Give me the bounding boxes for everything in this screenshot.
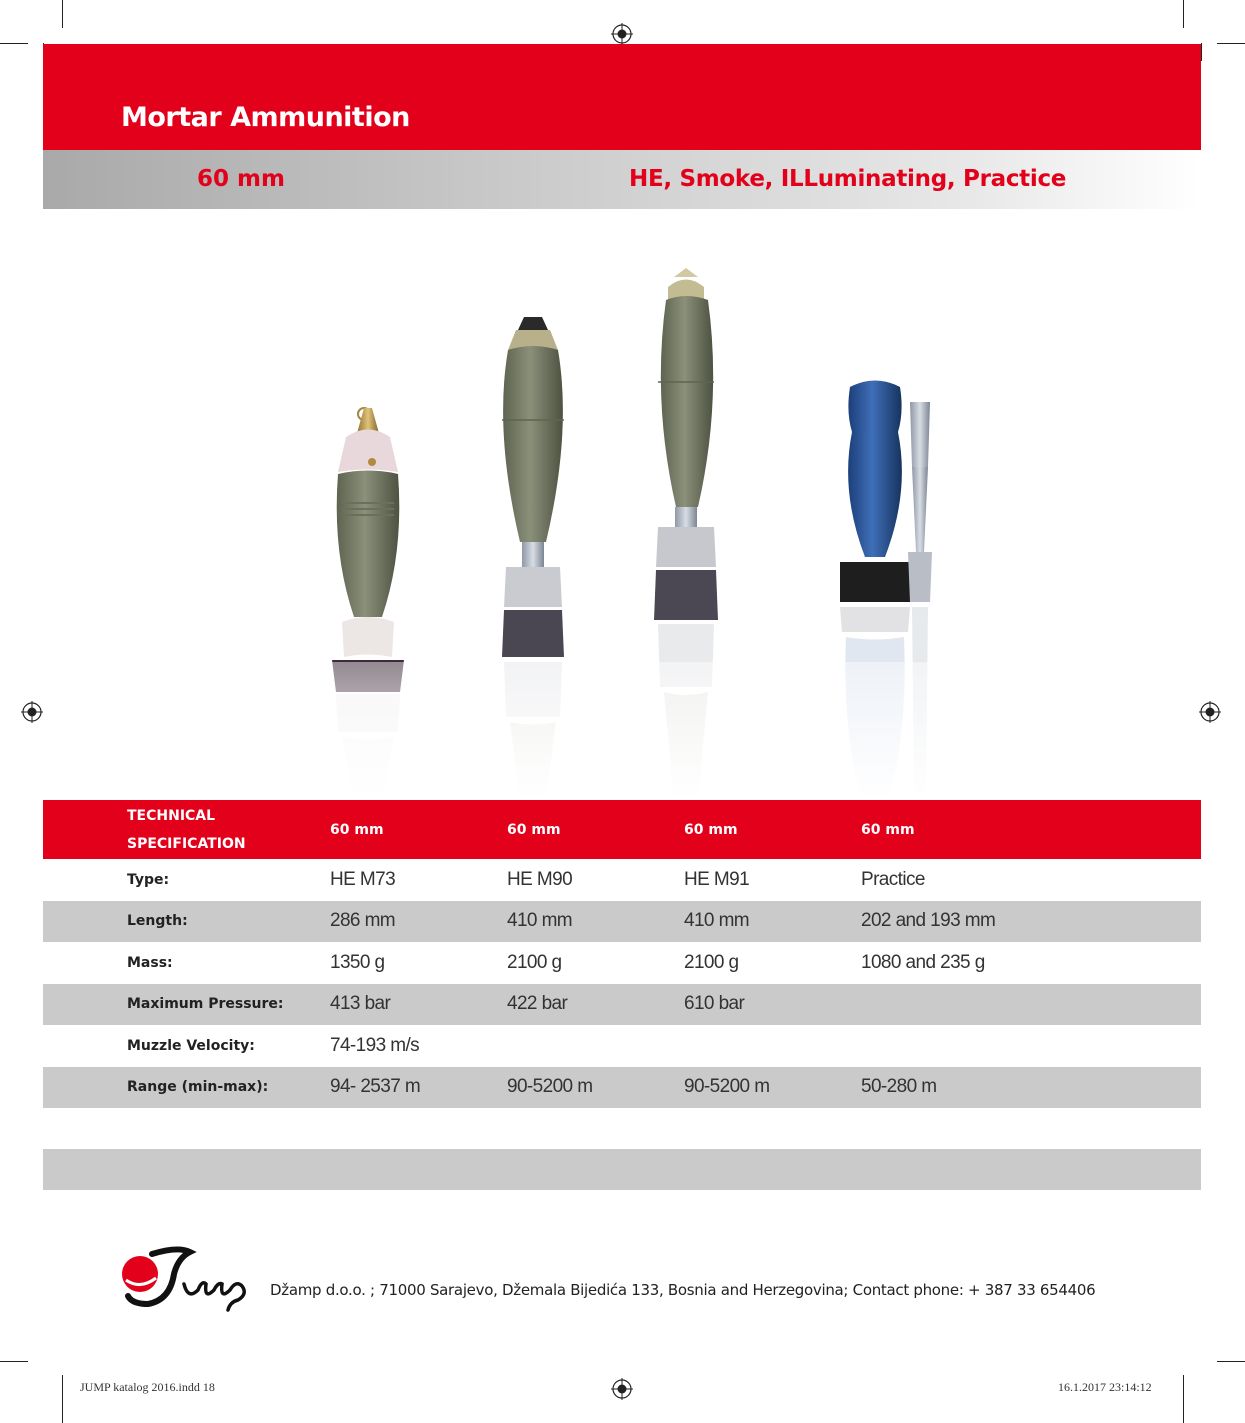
crop-mark <box>0 1361 28 1362</box>
table-cell <box>507 1025 684 1067</box>
crop-mark <box>0 43 28 44</box>
column-header: 60 mm <box>507 800 684 859</box>
title-banner <box>43 44 1201 150</box>
table-cell: HE M90 <box>507 868 573 890</box>
table-cell <box>684 1025 861 1067</box>
caliber-label: 60 mm <box>197 166 285 192</box>
table-cell: 202 and 193 mm <box>861 901 1201 943</box>
table-cell: Practice <box>861 868 925 890</box>
table-cell: HE M91 <box>684 868 750 890</box>
row-label: Length: <box>43 901 330 943</box>
table-row <box>43 984 1201 1026</box>
page-title: Mortar Ammunition <box>121 102 410 133</box>
table-cell: 90-5200 m <box>507 1067 684 1109</box>
crop-mark <box>62 0 63 28</box>
table-row <box>43 901 1201 943</box>
jump-logo <box>118 1244 258 1316</box>
row-label: Muzzle Velocity: <box>127 1037 255 1054</box>
registration-mark-icon <box>1199 701 1221 723</box>
column-header: 60 mm <box>684 800 861 859</box>
crop-mark <box>1201 43 1202 61</box>
crop-mark <box>1183 0 1184 28</box>
table-row <box>43 942 1201 984</box>
table-cell: 422 bar <box>507 984 684 1026</box>
table-cell: 94- 2537 m <box>330 1067 507 1109</box>
registration-mark-icon <box>611 1378 633 1400</box>
registration-mark-icon <box>611 23 633 45</box>
table-cell: 2100 g <box>507 951 562 973</box>
row-label: Mass: <box>127 954 173 971</box>
table-cell: 90-5200 m <box>684 1067 861 1109</box>
column-header: 60 mm <box>330 800 507 859</box>
table-cell: 610 bar <box>684 984 861 1026</box>
table-row <box>43 859 1201 901</box>
crop-mark <box>62 1375 63 1423</box>
table-cell: 50-280 m <box>861 1067 1201 1109</box>
table-cell <box>861 1025 1201 1067</box>
mortar-rounds-photo <box>320 262 960 800</box>
table-cell: 1350 g <box>330 951 385 973</box>
spec-header-line1: TECHNICAL <box>127 807 216 824</box>
row-label: Range (min-max): <box>43 1067 330 1109</box>
company-address: Džamp d.o.o. ; 71000 Sarajevo, Džemala Bijedića 133, Bosnia and Herzegovina; Contact phone: + 387 33 654406 <box>270 1281 1096 1299</box>
variants-label: HE, Smoke, ILLuminating, Practice <box>629 166 1067 192</box>
table-row <box>43 1067 1201 1109</box>
crop-mark <box>1217 43 1245 44</box>
slug-left: JUMP katalog 2016.indd 18 <box>80 1380 215 1394</box>
table-cell: 286 mm <box>330 901 507 943</box>
caliber-bar <box>43 150 1201 209</box>
table-row <box>43 1025 1201 1067</box>
table-cell: 1080 and 235 g <box>861 951 985 973</box>
spec-header-label <box>43 800 330 859</box>
table-cell <box>861 984 1201 1026</box>
spec-table <box>43 800 1201 1108</box>
table-cell: HE M73 <box>330 868 396 890</box>
row-label: Maximum Pressure: <box>43 984 330 1026</box>
registration-mark-icon <box>21 701 43 723</box>
crop-mark <box>1217 1361 1245 1362</box>
column-header: 60 mm <box>861 800 1201 859</box>
table-cell: 410 mm <box>507 901 684 943</box>
row-label: Type: <box>127 871 170 888</box>
table-cell: 74-193 m/s <box>330 1034 420 1056</box>
spec-header-row <box>43 800 1201 859</box>
table-cell: 2100 g <box>684 951 739 973</box>
slug-right: 16.1.2017 23:14:12 <box>1058 1380 1152 1394</box>
spec-header-line2: SPECIFICATION <box>127 835 246 852</box>
table-cell: 410 mm <box>684 901 861 943</box>
crop-mark <box>1183 1375 1184 1423</box>
table-cell: 413 bar <box>330 984 507 1026</box>
empty-gray-band <box>43 1149 1201 1190</box>
